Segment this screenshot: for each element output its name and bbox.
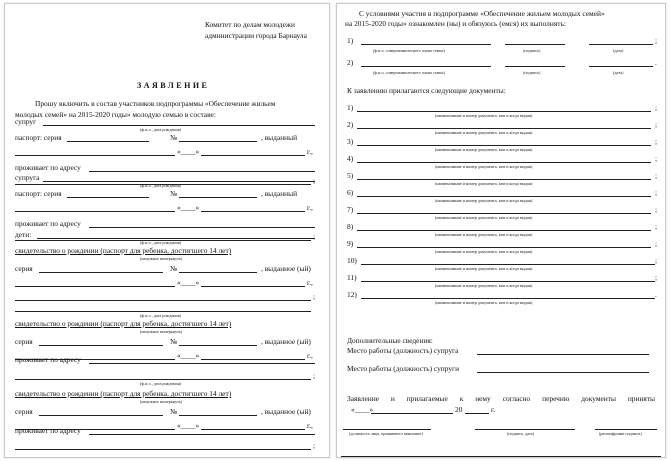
fill-line[interactable] bbox=[201, 286, 305, 287]
document-10-end: ; bbox=[655, 256, 658, 265]
fill-line[interactable] bbox=[179, 415, 257, 416]
wife-fio-caption: (ф.и.о., дата рождения) bbox=[140, 183, 182, 188]
document-5-number: 5) bbox=[347, 171, 354, 180]
receiver-name-caption: (расшифровка подписи) bbox=[599, 431, 642, 436]
document-4-end: ; bbox=[655, 154, 658, 163]
document-10-number: 10) bbox=[347, 256, 357, 265]
intro-line-2: молодых семей» на 2015-2020 годы» молодую семью в составе: bbox=[15, 110, 216, 119]
child-2-date-quote: «____» bbox=[177, 351, 200, 360]
wife-number-sign: № bbox=[170, 189, 178, 198]
child-3-birth-cert: свидетельство о рождении (паспорт для ребенка, достигшего 14 лет) bbox=[15, 389, 232, 398]
fill-line[interactable] bbox=[179, 272, 257, 273]
consent-intro-2: на 2015-2020 годы» ознакомлен (ны) и обязуюсь (емся) их выполнять: bbox=[345, 19, 566, 28]
fill-line[interactable] bbox=[361, 44, 491, 45]
fill-line[interactable] bbox=[89, 227, 315, 228]
child-2-fio-caption: (ф.и.о., дата рождения) bbox=[140, 313, 182, 318]
husband-date-quote: «____» bbox=[177, 147, 200, 156]
child-2-cross-out: (ненужное вычеркнуть) bbox=[140, 329, 183, 334]
fill-line[interactable] bbox=[361, 264, 655, 265]
fill-line[interactable] bbox=[505, 44, 565, 45]
child-1-cross-out: (ненужное вычеркнуть) bbox=[140, 256, 183, 261]
fill-line[interactable] bbox=[39, 272, 163, 273]
fill-line[interactable] bbox=[477, 354, 649, 355]
child-3-issued: , выданное (ый) bbox=[261, 407, 311, 416]
document-title: ЗАЯВЛЕНИЕ bbox=[137, 81, 210, 90]
document-3-caption: (наименование и номер документа, кем и когда выдан) bbox=[435, 147, 533, 152]
fill-line[interactable] bbox=[477, 372, 649, 373]
document-12-number: 12) bbox=[347, 290, 357, 299]
fill-line[interactable] bbox=[357, 196, 651, 197]
document-7-end: ; bbox=[655, 205, 658, 214]
child-1-year: г., bbox=[307, 278, 313, 287]
child-1-date-quote: «____» bbox=[177, 278, 200, 287]
receiver-position-caption: (должность лица, принявшего заявление) bbox=[349, 431, 423, 436]
fill-line[interactable] bbox=[201, 155, 305, 156]
accepted-year-suffix: г. bbox=[491, 405, 496, 414]
application-page-right bbox=[336, 3, 666, 458]
husband-label: супруг bbox=[15, 117, 37, 126]
signer-1-number: 1) bbox=[347, 36, 354, 45]
child-3-date-quote: «____» bbox=[177, 421, 200, 430]
fill-line[interactable] bbox=[67, 197, 149, 198]
fill-line[interactable] bbox=[361, 66, 491, 67]
fill-line[interactable] bbox=[357, 162, 651, 163]
child-2-lives-label: проживает по адресу bbox=[15, 355, 81, 364]
wife-issued: , выданный bbox=[261, 189, 298, 198]
fill-line[interactable] bbox=[357, 128, 651, 129]
child-1-series-label: серия bbox=[15, 264, 33, 273]
wife-label: супруга bbox=[15, 173, 40, 182]
signer-2-fio-caption: (ф.и.о. совершеннолетнего члена семьи) bbox=[373, 70, 445, 75]
child-1-birth-cert: свидетельство о рождении (паспорт для ребенка, достигшего 14 лет) bbox=[15, 246, 232, 255]
fill-line[interactable] bbox=[201, 211, 305, 212]
additional-info-label: Дополнительные сведения: bbox=[347, 336, 433, 345]
application-page-left bbox=[4, 3, 330, 458]
document-4-caption: (наименование и номер документа, кем и когда выдан) bbox=[435, 164, 533, 169]
fill-line[interactable] bbox=[341, 456, 661, 457]
document-11-number: 11) bbox=[347, 273, 357, 282]
wife-passport-label: паспорт: серия bbox=[15, 189, 62, 198]
fill-line[interactable] bbox=[43, 181, 315, 182]
document-5-end: ; bbox=[655, 171, 658, 180]
child-3-cross-out: (ненужное вычеркнуть) bbox=[140, 399, 183, 404]
child-3-number-sign: № bbox=[170, 407, 178, 416]
fill-line[interactable] bbox=[43, 125, 315, 126]
fill-line[interactable] bbox=[15, 211, 175, 212]
signer-2-sign-caption: (подпись) bbox=[523, 70, 541, 75]
fill-line[interactable] bbox=[357, 230, 651, 231]
wife-date-quote: «____» bbox=[177, 203, 200, 212]
document-7-number: 7) bbox=[347, 205, 354, 214]
accepted-statement: Заявление и прилагаемые к нему согласно перечню документы приняты bbox=[347, 394, 655, 403]
fill-line[interactable] bbox=[39, 345, 163, 346]
document-5-caption: (наименование и номер документа, кем и когда выдан) bbox=[435, 181, 533, 186]
document-6-number: 6) bbox=[347, 188, 354, 197]
fill-line[interactable] bbox=[343, 429, 431, 430]
wife-work-label: Место работы (должность) супруги bbox=[347, 364, 460, 373]
child-1-fio-caption: (ф.и.о., дата рождения) bbox=[140, 240, 182, 245]
fill-line[interactable] bbox=[361, 298, 655, 299]
signer-2-end: . bbox=[655, 58, 657, 67]
fill-line[interactable] bbox=[357, 111, 651, 112]
child-1-issued: , выданное (ый) bbox=[261, 264, 311, 273]
document-1-caption: (наименование и номер документа, кем и когда выдан) bbox=[435, 113, 533, 118]
husband-semicolon: ; bbox=[313, 176, 316, 185]
accepted-date-quote: «____» bbox=[351, 405, 374, 414]
fill-line[interactable] bbox=[361, 281, 655, 282]
fill-line[interactable] bbox=[505, 66, 565, 67]
fill-line[interactable] bbox=[15, 379, 311, 380]
fill-line[interactable] bbox=[89, 363, 315, 364]
fill-line[interactable] bbox=[357, 179, 651, 180]
document-12-end: . bbox=[655, 290, 657, 299]
document-3-end: ; bbox=[655, 137, 658, 146]
child-2-birth-cert: свидетельство о рождении (паспорт для ребенка, достигшего 14 лет) bbox=[15, 319, 232, 328]
document-9-number: 9) bbox=[347, 239, 354, 248]
fill-line[interactable] bbox=[37, 238, 315, 239]
addressee-line-2: администрации города Барнаула bbox=[205, 31, 307, 40]
document-6-end: ; bbox=[655, 188, 658, 197]
consent-intro-1: С условиями участия в подпрограмме «Обеспечение жильем молодых семей» bbox=[359, 9, 605, 18]
fill-line[interactable] bbox=[179, 197, 257, 198]
wife-semicolon: ; bbox=[313, 232, 316, 241]
fill-line[interactable] bbox=[179, 141, 257, 142]
fill-line[interactable] bbox=[39, 415, 163, 416]
signer-1-end: ; bbox=[655, 36, 658, 45]
document-8-caption: (наименование и номер документа, кем и когда выдан) bbox=[435, 232, 533, 237]
receiver-sign-caption: (подпись, дата) bbox=[507, 431, 535, 436]
document-9-end: ; bbox=[655, 239, 658, 248]
document-1-number: 1) bbox=[347, 103, 354, 112]
fill-line[interactable] bbox=[15, 311, 311, 312]
husband-year: г., bbox=[307, 147, 313, 156]
document-2-number: 2) bbox=[347, 120, 354, 129]
document-3-number: 3) bbox=[347, 137, 354, 146]
document-1-end: ; bbox=[655, 103, 658, 112]
document-12-caption: (наименование и номер документа, кем и когда выдан) bbox=[435, 300, 533, 305]
signer-1-sign-caption: (подпись) bbox=[523, 48, 541, 53]
signer-2-date-caption: (дата) bbox=[613, 70, 624, 75]
document-4-number: 4) bbox=[347, 154, 354, 163]
document-8-end: ; bbox=[655, 222, 658, 231]
child-2-number-sign: № bbox=[170, 337, 178, 346]
husband-issued: , выданный bbox=[261, 133, 298, 142]
child-2-series-label: серия bbox=[15, 337, 33, 346]
husband-passport-label: паспорт: серия bbox=[15, 133, 62, 142]
child-3-year: г., bbox=[307, 421, 313, 430]
fill-line[interactable] bbox=[15, 300, 311, 301]
fill-line[interactable] bbox=[89, 434, 315, 435]
wife-lives-label: проживает по адресу bbox=[15, 219, 81, 228]
fill-line[interactable] bbox=[201, 359, 305, 360]
fill-line[interactable] bbox=[15, 286, 175, 287]
document-11-caption: (наименование и номер документа, кем и когда выдан) bbox=[435, 283, 533, 288]
husband-work-label: Место работы (должность) супруга bbox=[347, 346, 459, 355]
child-3-lives-label: проживает по адресу bbox=[15, 426, 81, 435]
fill-line[interactable] bbox=[89, 171, 315, 172]
fill-line[interactable] bbox=[357, 145, 651, 146]
fill-line[interactable] bbox=[67, 141, 149, 142]
fill-line[interactable] bbox=[15, 155, 175, 156]
fill-line[interactable] bbox=[589, 44, 653, 45]
fill-line[interactable] bbox=[15, 449, 311, 450]
fill-line[interactable] bbox=[357, 247, 651, 248]
child-2-issued: , выданное (ый) bbox=[261, 337, 311, 346]
child-1-number-sign: № bbox=[170, 264, 178, 273]
document-2-caption: (наименование и номер документа, кем и когда выдан) bbox=[435, 130, 533, 135]
document-11-end: ; bbox=[655, 273, 658, 282]
fill-line[interactable] bbox=[475, 429, 575, 430]
fill-line[interactable] bbox=[371, 413, 453, 414]
document-6-caption: (наименование и номер документа, кем и когда выдан) bbox=[435, 198, 533, 203]
signer-2-number: 2) bbox=[347, 58, 354, 67]
child-3-semicolon: ; bbox=[313, 441, 316, 450]
intro-line-1: Прошу включить в состав участников подпрограммы «Обеспечение жильем bbox=[35, 99, 276, 108]
fill-line[interactable] bbox=[589, 66, 653, 67]
accepted-year-prefix: 20 bbox=[455, 405, 463, 414]
husband-number-sign: № bbox=[170, 133, 178, 142]
document-10-caption: (наименование и номер документа, кем и когда выдан) bbox=[435, 266, 533, 271]
document-8-number: 8) bbox=[347, 222, 354, 231]
signer-1-fio-caption: (ф.и.о. совершеннолетнего члена семьи) bbox=[373, 48, 445, 53]
fill-line[interactable] bbox=[595, 429, 657, 430]
child-3-series-label: серия bbox=[15, 407, 33, 416]
child-2-semicolon: ; bbox=[313, 371, 316, 380]
signer-1-date-caption: (дата) bbox=[613, 48, 624, 53]
fill-line[interactable] bbox=[357, 213, 651, 214]
child-1-semicolon: ; bbox=[313, 292, 316, 301]
children-label: дети: bbox=[15, 230, 32, 239]
child-3-fio-caption: (ф.и.о., дата рождения) bbox=[140, 381, 182, 386]
husband-fio-caption: (ф.и.о., дата рождения) bbox=[140, 127, 182, 132]
document-7-caption: (наименование и номер документа, кем и когда выдан) bbox=[435, 215, 533, 220]
document-9-caption: (наименование и номер документа, кем и когда выдан) bbox=[435, 249, 533, 254]
fill-line[interactable] bbox=[465, 413, 489, 414]
documents-heading: К заявлению прилагаются следующие документы: bbox=[347, 86, 506, 95]
document-2-end: ; bbox=[655, 120, 658, 129]
husband-lives-label: проживает по адресу bbox=[15, 163, 81, 172]
wife-year: г., bbox=[307, 203, 313, 212]
fill-line[interactable] bbox=[179, 345, 257, 346]
addressee-line-1: Комитет по делам молодежи bbox=[205, 20, 295, 29]
fill-line[interactable] bbox=[201, 429, 305, 430]
child-2-year: г., bbox=[307, 351, 313, 360]
